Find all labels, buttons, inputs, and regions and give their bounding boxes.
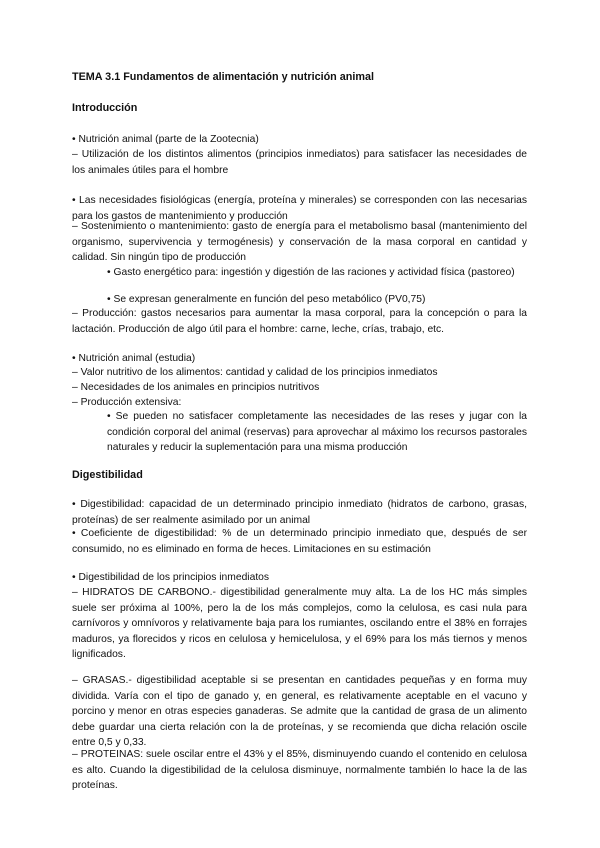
bullet-digestibilidad-def: • Digestibilidad: capacidad de un determinado principio inmediato (hidratos de carbono, grasas, proteínas) de ser realmente asimilado por un animal	[72, 499, 527, 526]
bullet-digestibilidad-principios: • Digestibilidad de los principios inmediatos	[72, 572, 270, 583]
dash-sostenimiento: – Sostenimiento o mantenimiento: gasto de energía para el metabolismo basal (mantenimiento del organismo, supervivencia y termogénesis) y conservación de la masa corporal en cantidad y calidad. Sin ningún tipo de producción	[72, 221, 527, 264]
bullet-nutricion-estudia: • Nutrición animal (estudia)	[72, 353, 196, 364]
dash-valor-nutritivo: – Valor nutritivo de los alimentos: cantidad y calidad de los principios inmediatos	[72, 367, 438, 378]
sub-bullet-gasto-energetico: • Gasto energético para: ingestión y digestión de las raciones y actividad física (pastoreo)	[107, 267, 515, 278]
dash-produccion-extensiva: – Producción extensiva:	[72, 397, 182, 408]
dash-proteinas: – PROTEINAS: suele oscilar entre el 43% y el 85%, disminuyendo cuando el contenido en celulosa es alto. Cuando la digestibilidad de la celulosa disminuye, normalmente también lo hace la de las proteínas.	[72, 749, 527, 792]
bullet-coeficiente: • Coeficiente de digestibilidad: % de un determinado principio inmediato que, después de ser consumido, no es eliminado en forma de heces. Limitaciones en su estimación	[72, 528, 527, 555]
dash-utilizacion: – Utilización de los distintos alimentos (principios inmediatos) para satisfacer las necesidades de los animales útiles para el hombre	[72, 149, 527, 176]
sub-bullet-peso-metabolico: • Se expresan generalmente en función del peso metabólico (PV0,75)	[107, 294, 426, 305]
bullet-nutricion-animal: • Nutrición animal (parte de la Zootecnia)	[72, 134, 259, 145]
sub-bullet-condicion-corporal: • Se pueden no satisfacer completamente las necesidades de las reses y jugar con la condición corporal del animal (reservas) para aprovechar al máximo los recursos pastorales naturales y reducir la suplementación para una misma producción	[107, 411, 527, 454]
heading-digestibilidad: Digestibilidad	[72, 469, 143, 481]
bullet-necesidades-fisiologicas: • Las necesidades fisiológicas (energía, proteína y minerales) se corresponden con las necesarias para los gastos de mantenimiento y producción	[72, 195, 527, 222]
dash-produccion: – Producción: gastos necesarios para aumentar la masa corporal, para la concepción o para la lactación. Producción de algo útil para el hombre: carne, leche, crías, trabajo, etc.	[72, 308, 527, 335]
dash-necesidades-animales: – Necesidades de los animales en principios nutritivos	[72, 382, 320, 393]
heading-introduccion: Introducción	[72, 102, 138, 114]
document-title: TEMA 3.1 Fundamentos de alimentación y nutrición animal	[72, 71, 374, 83]
dash-hidratos-carbono: – HIDRATOS DE CARBONO.- digestibilidad generalmente muy alta. La de los HC más simples suele ser próxima al 100%, pero la de los más complejos, como la celulosa, es casi nula para carnívoros y omnívoros y relativamente baja para los rumiantes, oscilando entre el 38% en forrajes maduros, ya florecidos y ricos en celulosa y hemicelulosa, y el 69% para los más tiernos y menos lignificados.	[72, 587, 527, 661]
dash-grasas: – GRASAS.- digestibilidad aceptable si se presentan en cantidades pequeñas y en forma muy dividida. Varía con el tipo de ganado y, en general, es relativamente aceptable en el vacuno y porcino y menor en otras especies ganaderas. Se admite que la cantidad de grasa de un alimento debe guardar una cierta relación con la de proteínas, y se recomienda que dicha relación oscile entre 0,5 y 0,33.	[72, 675, 527, 749]
